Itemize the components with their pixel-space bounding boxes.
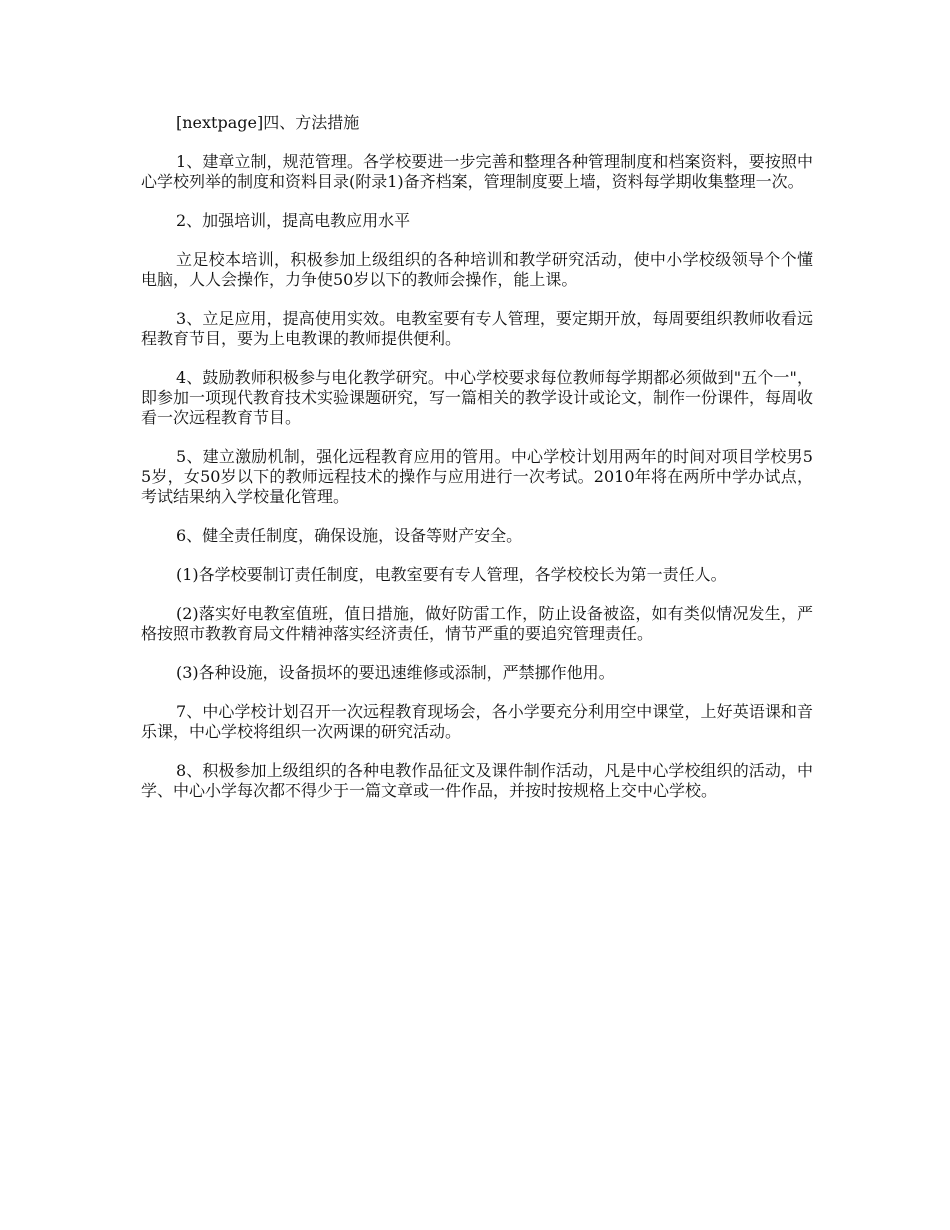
paragraph-1: 1、建章立制，规范管理。各学校要进一步完善和整理各种管理制度和档案资料，要按照中心学校列举的制度和资料目录(附录1)备齐档案，管理制度要上墙，资料每学期收集整理一次。 xyxy=(141,152,813,191)
paragraph-8: (1)各学校要制订责任制度，电教室要有专人管理，各学校校长为第一责任人。 xyxy=(176,565,727,584)
paragraph-4: 3、立足应用，提高使用实效。电教室要有专人管理，要定期开放，每周要组织教师收看远程教育节目，要为上电教课的教师提供便利。 xyxy=(141,309,813,348)
paragraph-6: 5、建立激励机制，强化远程教育应用的管用。中心学校计划用两年的时间对项目学校男55岁，女50岁以下的教师远程技术的操作与应用进行一次考试。2010年将在两所中学办试点，考试结果纳入学校量化管理。 xyxy=(141,447,813,506)
paragraph-7: 6、健全责任制度，确保设施，设备等财产安全。 xyxy=(176,526,523,545)
paragraph-5: 4、鼓励教师积极参与电化教学研究。中心学校要求每位教师每学期都必须做到"五个一"，即参加一项现代教育技术实验课题研究，写一篇相关的教学设计或论文，制作一份课件，每周收看一次远程教育节目。 xyxy=(141,368,814,427)
paragraph-3: 立足校本培训，积极参加上级组织的各种培训和教学研究活动，使中小学校级领导个个懂电脑，人人会操作，力争使50岁以下的教师会操作，能上课。 xyxy=(141,250,813,289)
paragraph-2: 2、加强培训，提高电教应用水平 xyxy=(176,211,411,230)
paragraph-10: (3)各种设施，设备损坏的要迅速维修或添制，严禁挪作他用。 xyxy=(176,663,615,682)
paragraph-9: (2)落实好电教室值班，值日措施，做好防雷工作，防止设备被盗，如有类似情况发生，严格按照市教教育局文件精神落实经济责任，情节严重的要追究管理责任。 xyxy=(141,604,813,643)
section-heading: [nextpage]四、方法措施 xyxy=(176,113,360,132)
paragraph-11: 7、中心学校计划召开一次远程教育现场会，各小学要充分利用空中课堂，上好英语课和音乐课，中心学校将组织一次两课的研究活动。 xyxy=(141,702,813,741)
paragraph-12: 8、积极参加上级组织的各种电教作品征文及课件制作活动，凡是中心学校组织的活动，中学、中心小学每次都不得少于一篇文章或一件作品，并按时按规格上交中心学校。 xyxy=(141,761,813,800)
document-body xyxy=(141,113,813,820)
